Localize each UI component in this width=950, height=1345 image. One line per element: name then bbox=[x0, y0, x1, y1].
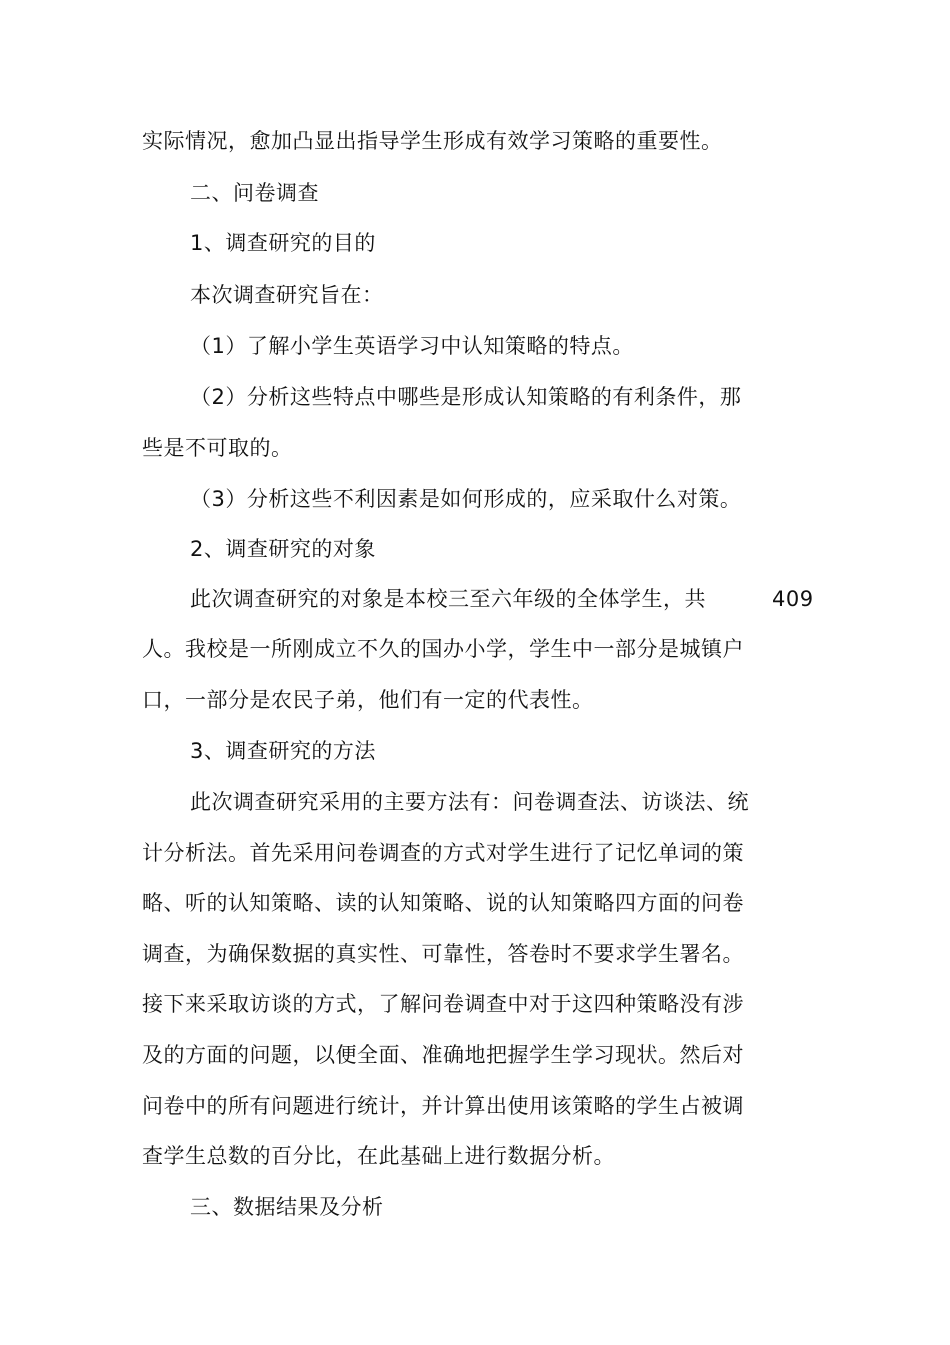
section-heading: 三、数据结果及分析 bbox=[190, 1195, 384, 1219]
list-item: （2）分析这些特点中哪些是形成认知策略的有利条件，那 bbox=[190, 385, 742, 409]
paragraph-line: 略、听的认知策略、读的认知策略、说的认知策略四方面的问卷 bbox=[142, 891, 744, 915]
paragraph-line: 查学生总数的百分比，在此基础上进行数据分析。 bbox=[142, 1144, 615, 1168]
student-count: 409 bbox=[772, 587, 814, 611]
subsection-heading: 1、调查研究的目的 bbox=[190, 231, 376, 255]
paragraph-line: 口，一部分是农民子弟，他们有一定的代表性。 bbox=[142, 688, 594, 712]
paragraph-line: 人。我校是一所刚成立不久的国办小学，学生中一部分是城镇户 bbox=[142, 637, 744, 661]
subsection-heading: 2、调查研究的对象 bbox=[190, 537, 376, 561]
paragraph-line: 本次调查研究旨在： bbox=[190, 283, 384, 307]
list-item-continuation: 些是不可取的。 bbox=[142, 436, 293, 460]
list-item: （3）分析这些不利因素是如何形成的，应采取什么对策。 bbox=[190, 487, 742, 511]
paragraph-line: 此次调查研究的对象是本校三至六年级的全体学生，共 bbox=[190, 587, 706, 611]
subsection-heading: 3、调查研究的方法 bbox=[190, 739, 376, 763]
paragraph-line: 问卷中的所有问题进行统计，并计算出使用该策略的学生占被调 bbox=[142, 1094, 744, 1118]
paragraph-line: 此次调查研究采用的主要方法有：问卷调查法、访谈法、统 bbox=[190, 790, 749, 814]
paragraph-line: 调查，为确保数据的真实性、可靠性，答卷时不要求学生署名。 bbox=[142, 942, 744, 966]
paragraph-line: 及的方面的问题，以便全面、准确地把握学生学习现状。然后对 bbox=[142, 1043, 744, 1067]
section-heading: 二、问卷调查 bbox=[190, 181, 319, 205]
paragraph-line: 接下来采取访谈的方式，了解问卷调查中对于这四种策略没有涉 bbox=[142, 992, 744, 1016]
list-item: （1）了解小学生英语学习中认知策略的特点。 bbox=[190, 334, 634, 358]
paragraph-line: 实际情况，愈加凸显出指导学生形成有效学习策略的重要性。 bbox=[142, 129, 723, 153]
paragraph-line: 计分析法。首先采用问卷调查的方式对学生进行了记忆单词的策 bbox=[142, 841, 744, 865]
